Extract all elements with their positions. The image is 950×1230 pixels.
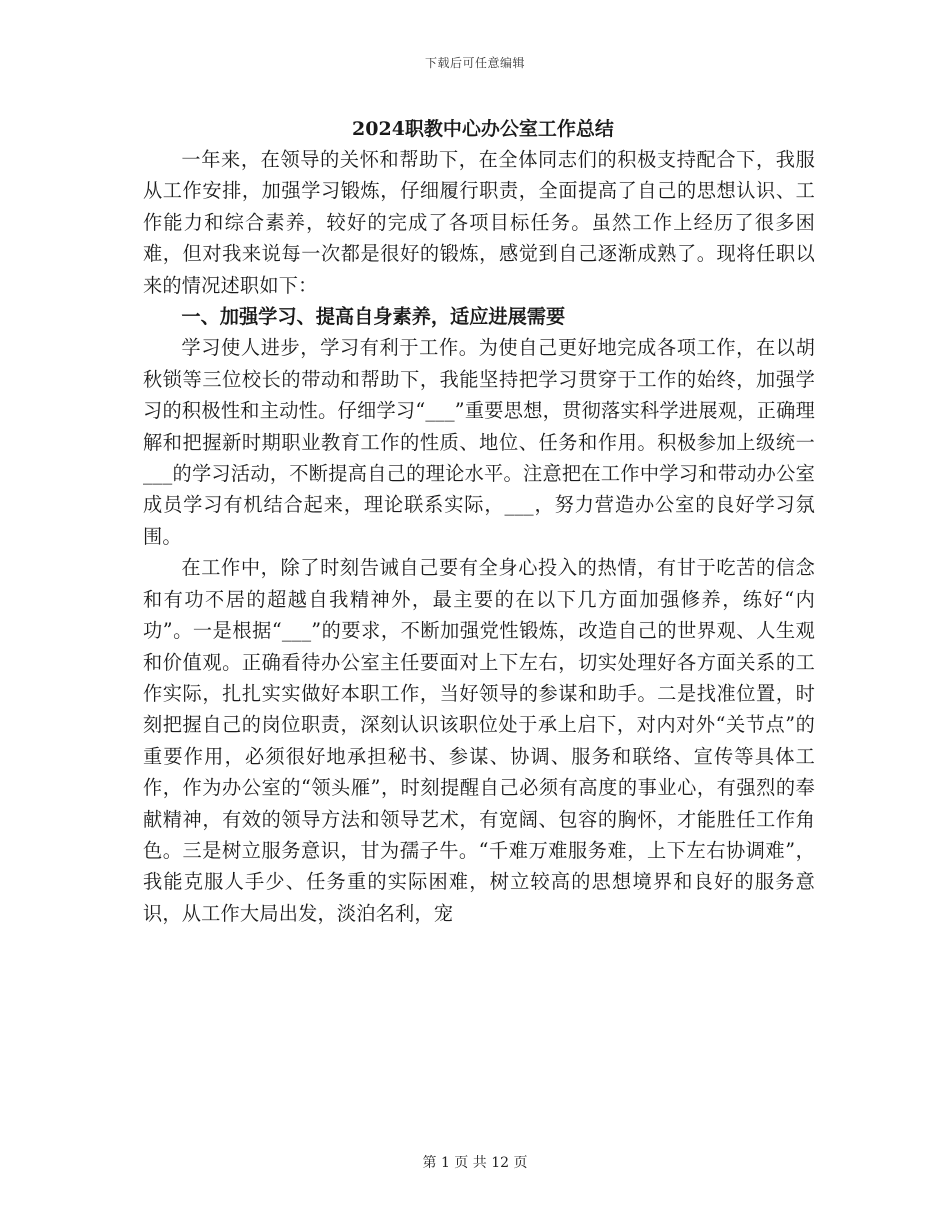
body-paragraph-1: 学习使人进步，学习有利于工作。为使自己更好地完成各项工作，在以胡秋锁等三位校长的带动和帮助下，我能坚持把学习贯穿于工作的始终，加强学习的积极性和主动性。仔细学习“___”重要思想，贯彻落实科学进展观，正确理解和把握新时期职业教育工作的性质、地位、任务和作用。积极参加上级统一___的学习活动，不断提高自己的理论水平。注意把在工作中学习和带动办公室成员学习有机结合起来，理论联系实际，___，努力营造办公室的良好学习氛围。 [143, 336, 815, 548]
page-header-note: 下载后可任意编辑 [424, 56, 525, 70]
intro-paragraph: 一年来，在领导的关怀和帮助下，在全体同志们的积极支持配合下，我服从工作安排，加强学习锻炼，仔细履行职责，全面提高了自己的思想认识、工作能力和综合素养，较好的完成了各项目标任务。虽然工作上经历了很多困难，但对我来说每一次都是很好的锻炼，感觉到自己逐渐成熟了。现将任职以来的情况述职如下： [143, 148, 815, 297]
page-number-footer: 第 1 页 共 12 页 [422, 1155, 528, 1171]
section-heading-1: 一、加强学习、提高自身素养，适应进展需要 [181, 305, 566, 329]
document-title: 2024职教中心办公室工作总结 [352, 118, 614, 140]
document-body [143, 114, 815, 929]
body-paragraph-2: 在工作中，除了时刻告诫自己要有全身心投入的热情，有甘于吃苦的信念和有功不居的超越自我精神外，最主要的在以下几方面加强修养，练好“内功”。一是根据“___”的要求，不断加强党性锻炼，改造自己的世界观、人生观和价值观。正确看待办公室主任要面对上下左右，切实处理好各方面关系的工作实际，扎扎实实做好本职工作，当好领导的参谋和助手。二是找准位置，时刻把握自己的岗位职责，深刻认识该职位处于承上启下，对内对外“关节点”的重要作用，必须很好地承担秘书、参谋、协调、服务和联络、宣传等具体工作，作为办公室的“领头雁”，时刻提醒自己必须有高度的事业心，有强烈的奉献精神，有效的领导方法和领导艺术，有宽阔、包容的胸怀，才能胜任工作角色。三是树立服务意识，甘为孺子牛。“千难万难服务难，上下左右协调难”，我能克服人手少、任务重的实际困难，树立较高的思想境界和良好的服务意识，从工作大局出发，淡泊名利，宠 [143, 556, 815, 925]
